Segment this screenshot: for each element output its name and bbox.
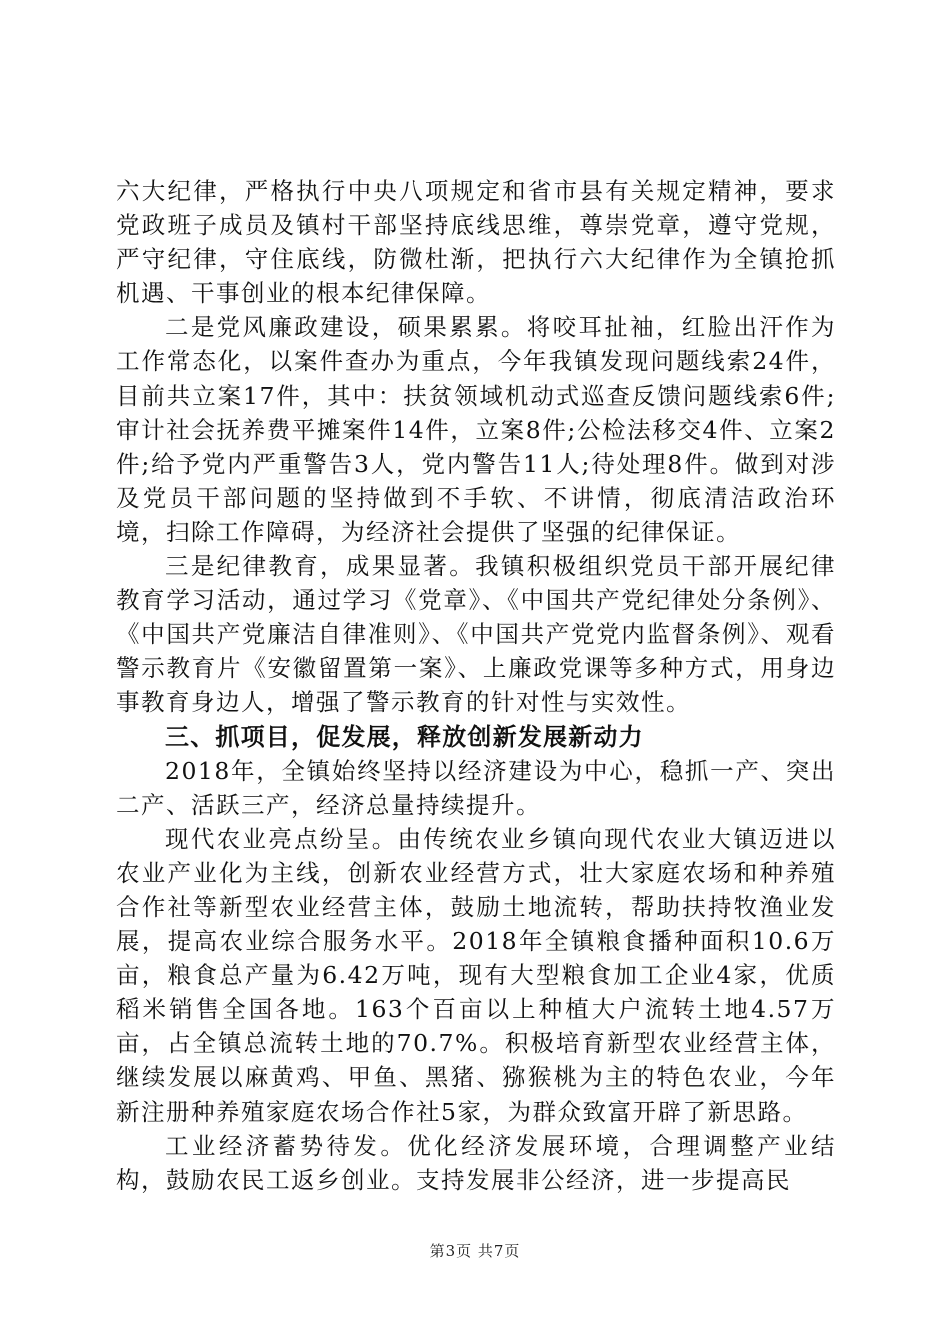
document-body bbox=[116, 174, 836, 1197]
paragraph-modern-agriculture: 现代农业亮点纷呈。由传统农业乡镇向现代农业大镇迈进以农业产业化为主线，创新农业经营方式，壮大家庭农场和种养殖合作社等新型农业经营主体，鼓励土地流转，帮助扶持牧渔业发展，提高农业综合服务水平。2018年全镇粮食播种面积10.6万亩，粮食总产量为6.42万吨，现有大型粮食加工企业4家，优质稻米销售全国各地。163个百亩以上种植大户流转土地4.57万亩，占全镇总流转土地的70.7%。积极培育新型农业经营主体，继续发展以麻黄鸡、甲鱼、黑猪、猕猴桃为主的特色农业，今年新注册种养殖家庭农场合作社5家，为群众致富开辟了新思路。 bbox=[116, 824, 836, 1126]
page-footer: 第3页 共7页 bbox=[429, 1242, 521, 1260]
paragraph-industrial-economy: 工业经济蓄势待发。优化经济发展环境，合理调整产业结构，鼓励农民工返乡创业。支持发展非公经济，进一步提高民 bbox=[116, 1131, 836, 1194]
paragraph-party-conduct: 二是党风廉政建设，硕果累累。将咬耳扯袖，红脸出汗作为工作常态化，以案件查办为重点，今年我镇发现问题线索24件，目前共立案17件，其中：扶贫领域机动式巡查反馈问题线索6件;审计社会抚养费平摊案件14件，立案8件;公检法移交4件、立案2件;给予党内严重警告3人，党内警告11人;待处理8件。做到对涉及党员干部问题的坚持做到不手软、不讲情，彻底清洁政治环境，扫除工作障碍，为经济社会提供了坚强的纪律保证。 bbox=[116, 313, 836, 546]
paragraph-continuation: 六大纪律，严格执行中央八项规定和省市县有关规定精神，要求党政班子成员及镇村干部坚持底线思维，尊崇党章，遵守党规，严守纪律，守住底线，防微杜渐，把执行六大纪律作为全镇抢抓机遇、干事创业的根本纪律保障。 bbox=[116, 177, 836, 308]
paragraph-economy-overview: 2018年，全镇始终坚持以经济建设为中心，稳抓一产、突出二产、活跃三产，经济总量持续提升。 bbox=[116, 756, 836, 819]
section-heading: 三、抓项目，促发展，释放创新发展新动力 bbox=[165, 722, 644, 751]
paragraph-discipline-education: 三是纪律教育，成果显著。我镇积极组织党员干部开展纪律教育学习活动，通过学习《党章》、《中国共产党纪律处分条例》、《中国共产党廉洁自律准则》、《中国共产党党内监督条例》、观看警示教育片《安徽留置第一案》、上廉政党课等多种方式，用身边事教育身边人，增强了警示教育的针对性与实效性。 bbox=[116, 552, 836, 717]
